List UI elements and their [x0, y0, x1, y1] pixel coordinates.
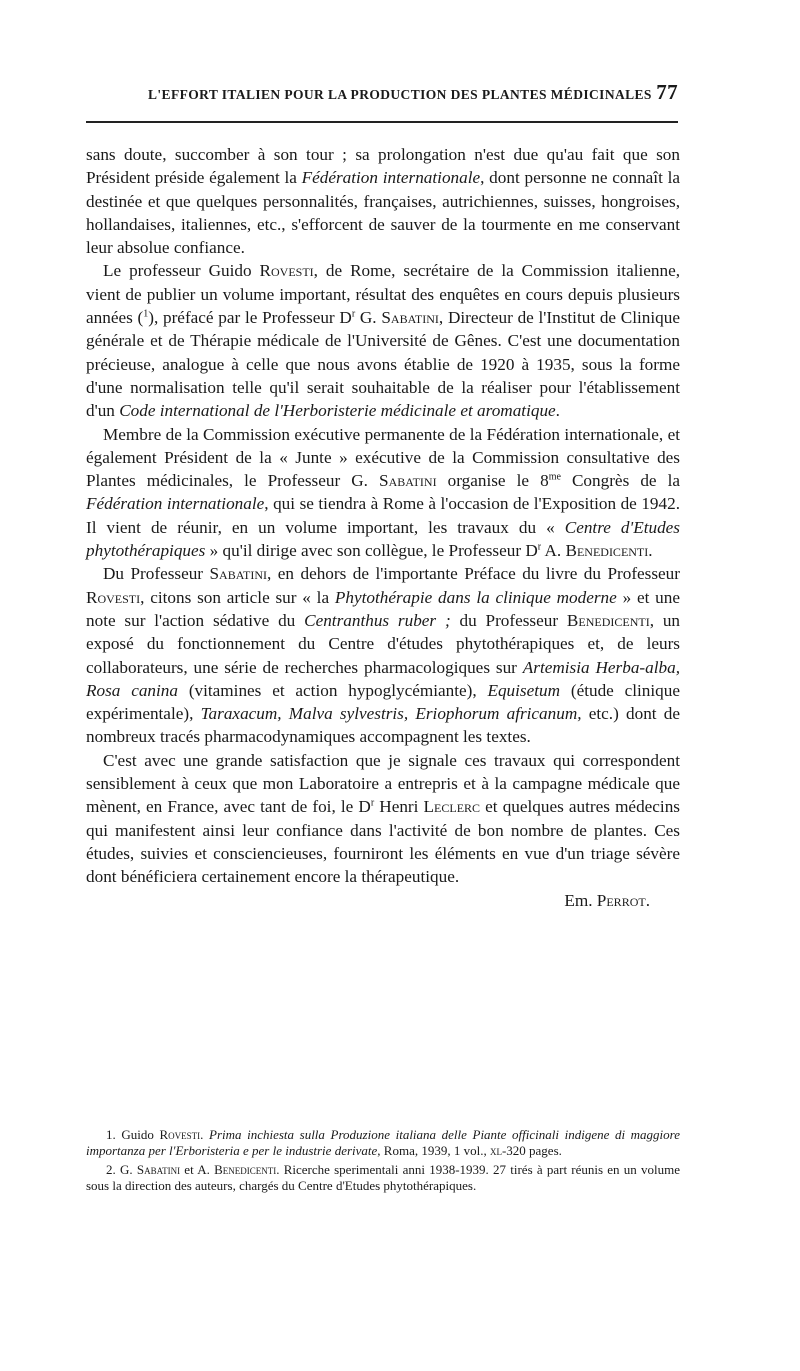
- superscript: r: [370, 797, 375, 809]
- text: , Directeur de l'Institut de Clinique générale et de Thérapie médicale de l'Université de Gênes. C'est une documentation précieuse, analogue à celle que nous avons établie de 1920 à 1935, sous la forme d'une normalisation telle qu'il serait souhaitable de la réaliser pour l'établissement d'un: [86, 308, 680, 421]
- footnotes: [86, 1127, 680, 1196]
- text: C'est avec une grande satisfaction que je signale ces travaux qui correspondent sensiblement à ceux que mon Laboratoire a entrepris et à la campagne médicale que mènent, en France, avec tant de foi, le D: [86, 750, 680, 817]
- italic-text: Code international de l'Herboristerie médicinale et aromatique: [119, 401, 556, 421]
- text: .: [648, 541, 653, 561]
- text: A.: [541, 541, 566, 561]
- text: Guido: [115, 1127, 160, 1142]
- text: organise le 8: [436, 471, 549, 491]
- italic-text: Centre d'Etudes phytothérapiques: [86, 517, 680, 561]
- text: .: [200, 1127, 209, 1142]
- text: . Ricerche sperimentali anni 1938-1939. 27 tirés à part réunis en un volume sous la direction des auteurs, chargés du Centre d'Etudes phytothérapiques.: [86, 1161, 680, 1193]
- author-name: Leclerc: [423, 797, 481, 817]
- text: ), préfacé par le Professeur D: [148, 308, 352, 328]
- text: et A.: [180, 1161, 215, 1177]
- italic-text: Artemisia Herba-alba, Rosa canina: [86, 657, 680, 700]
- italic-text: Centranthus ruber ;: [304, 610, 451, 630]
- author-name: Perrot: [596, 890, 646, 910]
- text: .: [645, 890, 650, 910]
- text: (vitamines et action hypoglycémiante),: [177, 680, 488, 700]
- header-rule: [86, 121, 678, 123]
- text: et quelques autres médecins qui manifestent ainsi leur confiance dans l'activité de bon nombre de plantes. Ces études, suivies et consciencieuses, fourniront les éléments en vue d'un triage sévère dont bénéficiera certainement encore la thérapeutique.: [86, 797, 680, 887]
- superscript: me: [548, 471, 561, 483]
- paragraph-2: [86, 259, 680, 422]
- author-name: Rovesti: [259, 261, 314, 281]
- text: Le professeur Guido: [103, 261, 260, 281]
- italic-text: Fédération internationale: [86, 494, 265, 514]
- signature: [86, 889, 680, 912]
- text: G.: [115, 1161, 137, 1177]
- text: , en dehors de l'importante Préface du livre du Professeur: [267, 564, 680, 584]
- footnote-number: 2.: [106, 1161, 116, 1177]
- text: Em.: [564, 890, 597, 910]
- author-name: Rovesti: [86, 587, 141, 607]
- text: Du Professeur: [103, 564, 210, 584]
- roman-numeral: xl: [489, 1143, 502, 1159]
- author-name: Benedicenti: [565, 541, 649, 561]
- footnote-number: 1.: [106, 1127, 116, 1142]
- text: , citons son article sur « la: [140, 587, 335, 607]
- footnote-ref: 1: [143, 308, 149, 320]
- italic-text: Phytothérapie dans la clinique moderne: [334, 587, 617, 607]
- author-name: Benedicenti: [566, 610, 650, 630]
- author-name: Sabatini: [136, 1161, 181, 1177]
- paragraph-1: [86, 143, 680, 259]
- text: Membre de la Commission exécutive permanente de la Fédération internationale, et également Président de la « Junte » exécutive de la Commission consultative des Plantes médicinales, le Professeur G.: [86, 424, 680, 491]
- running-title: L'EFFORT ITALIEN POUR LA PRODUCTION DES PLANTES MÉDICINALES: [148, 87, 652, 102]
- paragraph-5: [86, 749, 680, 889]
- text: Congrès de la: [560, 471, 681, 491]
- text: (étude clinique expérimentale),: [86, 680, 680, 724]
- text: .: [555, 401, 560, 421]
- author-name: Benedicenti: [214, 1161, 277, 1177]
- paragraph-4: [86, 562, 680, 748]
- text: etc.) dont de nombreux tracés pharmacodynamiques accompagnent les textes.: [86, 704, 680, 747]
- text: Henri: [374, 797, 424, 817]
- author-name: Sabatini: [381, 308, 439, 328]
- text: du Professeur: [450, 610, 567, 630]
- text: » et une note sur l'action sédative du: [86, 587, 680, 630]
- text: , un exposé du fonctionnement du Centre d'études phytothérapiques et, de leurs collaborateurs, une série de recherches pharmacologiques sur: [86, 610, 680, 677]
- author-name: Sabatini: [209, 564, 268, 584]
- text: » qu'il dirige avec son collègue, le Professeur D: [205, 541, 538, 561]
- italic-text: Equisetum: [487, 680, 561, 700]
- text: , Roma, 1939, 1 vol.,: [377, 1143, 490, 1159]
- italic-text: Prima inchiesta sulla Produzione italiana delle Piante officinali indigene di maggiore importanza per l'Erboristeria e per le industrie derivate: [86, 1127, 681, 1159]
- footnote-1: [86, 1127, 680, 1160]
- author-name: Sabatini: [379, 471, 437, 491]
- page-number: 77: [656, 80, 678, 104]
- paragraph-3: [86, 423, 680, 563]
- running-header: [148, 80, 678, 105]
- text: G.: [355, 308, 382, 328]
- author-name: Rovesti: [159, 1127, 201, 1142]
- text: -320 pages.: [501, 1143, 562, 1159]
- italic-text: Taraxacum, Malva sylvestris, Eriophorum africanum,: [200, 704, 582, 724]
- text: , qui se tiendra à Rome à l'occasion de l'Exposition de 1942. Il vient de réunir, en un volume important, les travaux du «: [86, 494, 680, 537]
- superscript: r: [537, 541, 542, 553]
- text: , dont personne ne connaît la destinée et que quelques personnalités, françaises, autrichiennes, suisses, hongroises, hollandaises, italiennes, etc., s'efforcent de sauver de la tourmente en me conservant leur absolue confiance.: [86, 168, 680, 258]
- text: , de Rome, secrétaire de la Commission italienne, vient de publier un volume important, résultat des enquêtes en cours depuis plusieurs années (: [86, 261, 680, 328]
- footnote-2: [86, 1162, 680, 1195]
- superscript: r: [351, 308, 356, 320]
- body-text: [86, 143, 680, 912]
- italic-text: Fédération internationale: [301, 168, 481, 188]
- text: sans doute, succomber à son tour ; sa prolongation n'est due qu'au fait que son Président préside également la: [86, 145, 680, 188]
